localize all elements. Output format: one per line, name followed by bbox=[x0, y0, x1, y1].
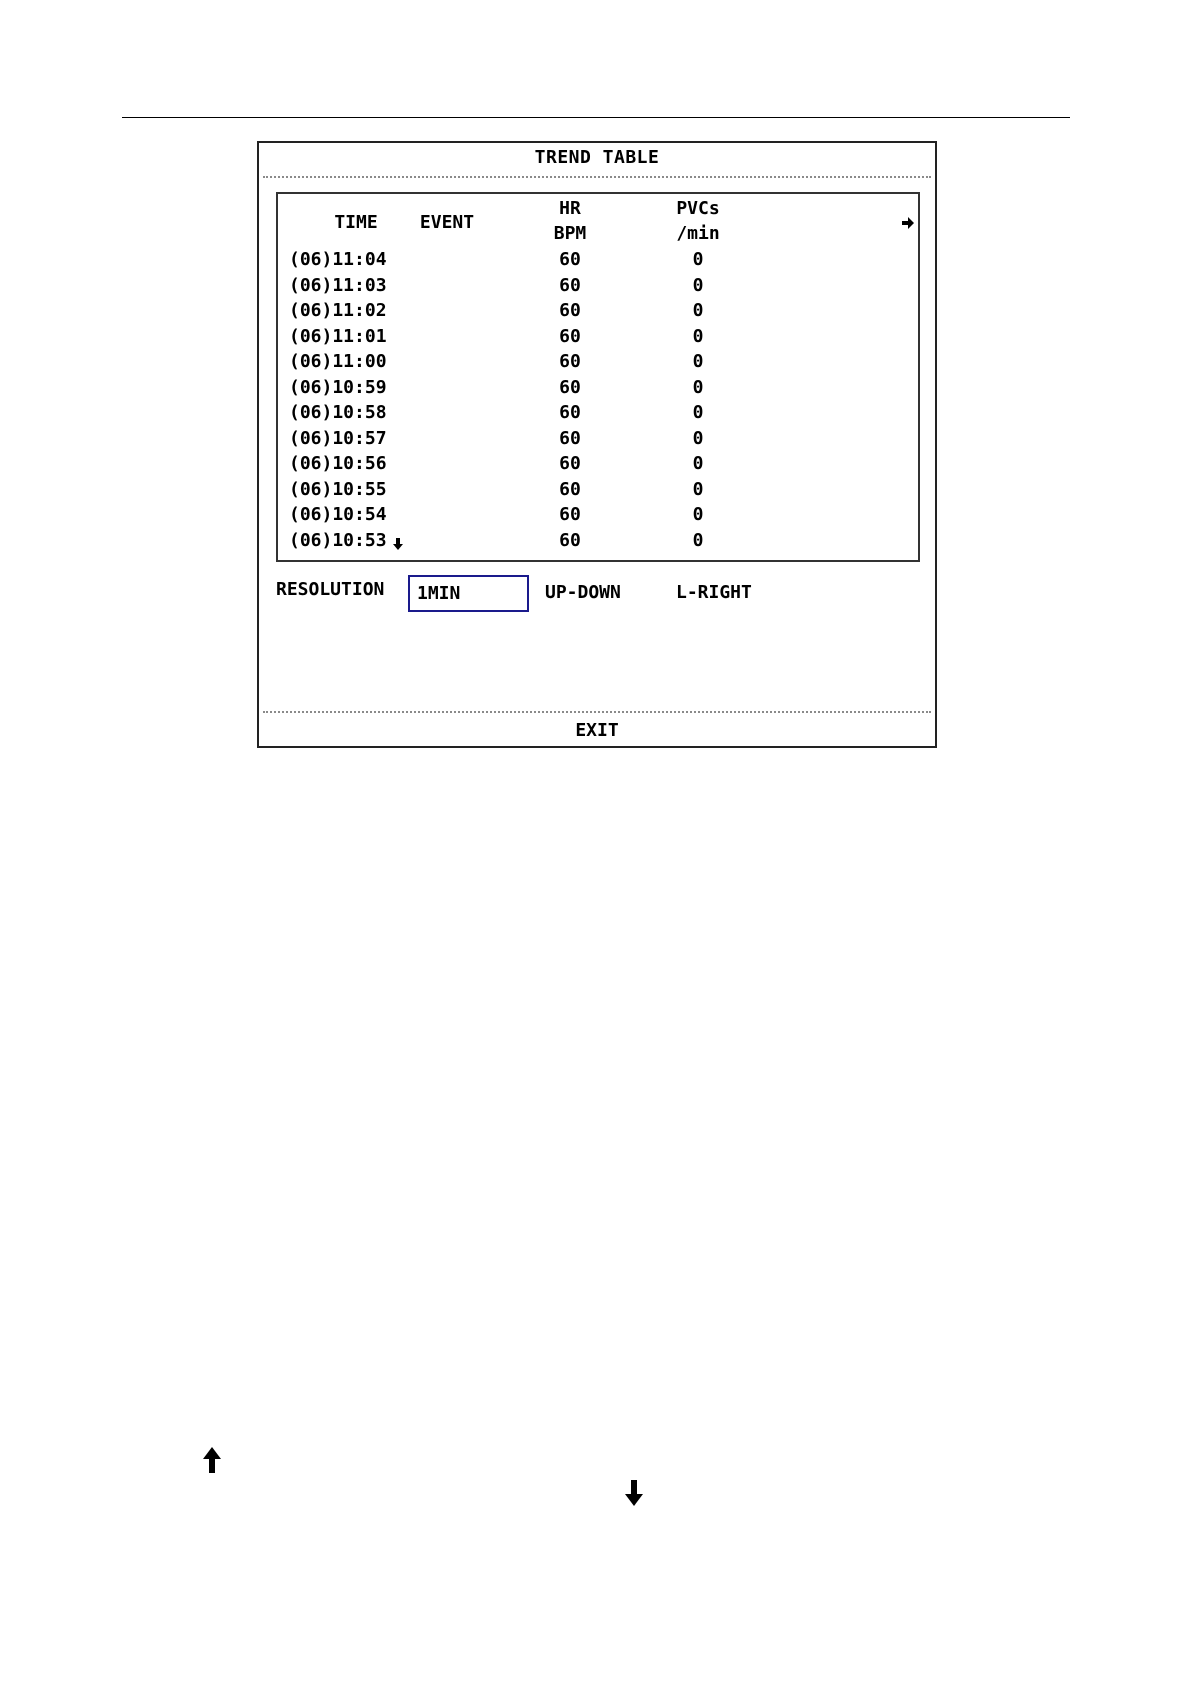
cell-time: (06)10:55 bbox=[289, 478, 387, 500]
cell-pvcs: 0 bbox=[692, 478, 704, 500]
cell-pvcs: 0 bbox=[692, 274, 704, 296]
left-right-button[interactable]: L-RIGHT bbox=[676, 582, 752, 603]
cell-time: (06)10:58 bbox=[289, 402, 387, 423]
table-row bbox=[278, 249, 918, 275]
column-header-pvcs: PVCs bbox=[676, 198, 720, 219]
cell-time: (06)10:59 bbox=[289, 376, 387, 398]
cell-hr: 60 bbox=[559, 478, 581, 500]
right-arrow-icon bbox=[902, 217, 914, 229]
cell-hr: 60 bbox=[559, 453, 581, 474]
down-arrow-icon bbox=[625, 1480, 643, 1506]
cell-hr: 60 bbox=[559, 504, 581, 525]
cell-hr: 60 bbox=[559, 529, 581, 551]
column-header-hr: HR bbox=[559, 198, 581, 219]
cell-pvcs: 0 bbox=[692, 351, 704, 372]
table-row bbox=[278, 402, 918, 428]
table-body bbox=[278, 249, 918, 555]
cell-time: (06)10:57 bbox=[289, 427, 387, 449]
cell-time: (06)10:56 bbox=[289, 453, 387, 474]
cell-hr: 60 bbox=[559, 376, 581, 398]
table-row bbox=[278, 351, 918, 377]
cell-time: (06)11:02 bbox=[289, 300, 387, 321]
table-row bbox=[278, 275, 918, 301]
trend-table bbox=[276, 192, 920, 562]
cell-time: (06)11:01 bbox=[289, 325, 387, 347]
cell-hr: 60 bbox=[559, 351, 581, 372]
cell-time: (06)11:04 bbox=[289, 249, 387, 270]
column-header-event: EVENT bbox=[419, 212, 475, 233]
cell-pvcs: 0 bbox=[692, 504, 704, 525]
cell-time: (06)10:53 bbox=[289, 529, 387, 551]
down-arrow-icon bbox=[393, 538, 403, 550]
cell-pvcs: 0 bbox=[692, 300, 704, 321]
cell-pvcs: 0 bbox=[692, 325, 704, 347]
trend-table-window bbox=[257, 141, 937, 748]
cell-pvcs: 0 bbox=[692, 402, 704, 423]
exit-button[interactable]: EXIT bbox=[575, 720, 619, 741]
cell-pvcs: 0 bbox=[692, 376, 704, 398]
exit-divider bbox=[263, 711, 931, 713]
column-header-time: TIME bbox=[334, 212, 378, 233]
cell-hr: 60 bbox=[559, 300, 581, 321]
table-row bbox=[278, 326, 918, 352]
page-header-rule bbox=[122, 117, 1070, 118]
cell-time: (06)10:54 bbox=[289, 504, 387, 525]
cell-hr: 60 bbox=[559, 427, 581, 449]
cell-time: (06)11:03 bbox=[289, 274, 387, 296]
window-title: TREND TABLE bbox=[534, 147, 660, 168]
column-header-pvcs-unit: /min bbox=[676, 223, 720, 244]
cell-pvcs: 0 bbox=[692, 529, 704, 551]
table-row bbox=[278, 453, 918, 479]
cell-hr: 60 bbox=[559, 274, 581, 296]
cell-hr: 60 bbox=[559, 402, 581, 423]
table-row bbox=[278, 504, 918, 530]
table-row bbox=[278, 428, 918, 454]
cell-hr: 60 bbox=[559, 325, 581, 347]
up-down-button[interactable]: UP-DOWN bbox=[545, 582, 621, 603]
cell-hr: 60 bbox=[559, 249, 581, 270]
cell-pvcs: 0 bbox=[692, 249, 704, 270]
table-row bbox=[278, 377, 918, 403]
title-divider bbox=[263, 176, 931, 178]
up-arrow-icon bbox=[203, 1447, 221, 1473]
table-row bbox=[278, 530, 918, 556]
table-row bbox=[278, 479, 918, 505]
cell-time: (06)11:00 bbox=[289, 351, 387, 372]
table-row bbox=[278, 300, 918, 326]
resolution-label: RESOLUTION bbox=[276, 579, 385, 600]
cell-pvcs: 0 bbox=[692, 427, 704, 449]
column-header-hr-unit: BPM bbox=[553, 223, 587, 244]
cell-pvcs: 0 bbox=[692, 453, 704, 474]
resolution-selector[interactable]: 1MIN bbox=[408, 575, 529, 612]
